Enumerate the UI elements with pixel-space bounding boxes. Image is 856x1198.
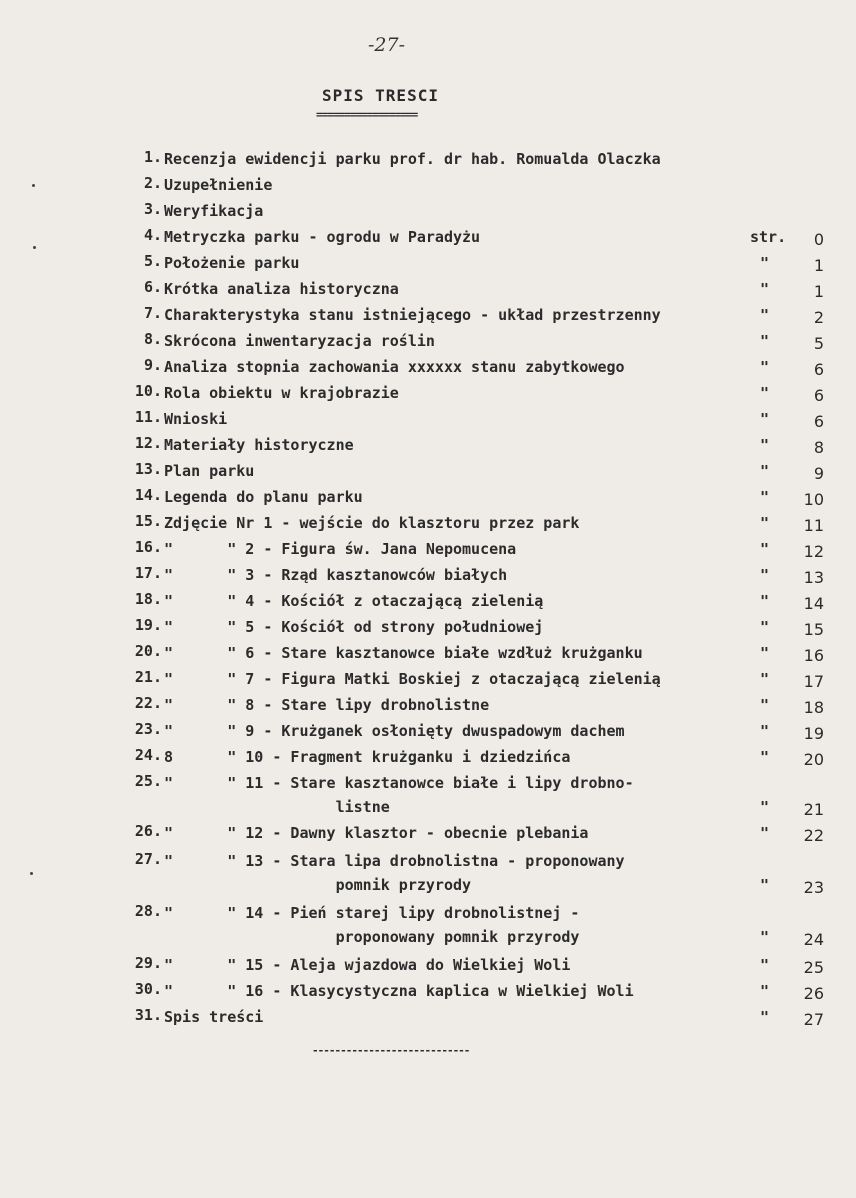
- ditto-mark: ": [760, 254, 770, 272]
- toc-entry-number: 19.: [134, 616, 162, 634]
- ditto-mark: ": [760, 280, 770, 298]
- toc-entry-number: 9.: [143, 356, 162, 374]
- toc-entry: [0, 382, 856, 406]
- margin-mark: [32, 184, 35, 187]
- toc-entry-page: 26: [803, 984, 824, 1003]
- toc-entry-title: " " 11 - Stare kasztanowce białe i lipy drobno-: [164, 774, 634, 792]
- toc-entry-number: 8.: [143, 330, 162, 348]
- margin-mark: [33, 246, 36, 249]
- toc-entry-number: 11.: [134, 408, 162, 426]
- toc-entry-page: 21: [803, 800, 824, 819]
- toc-entry-number: 29.: [134, 954, 162, 972]
- toc-entry-number: 2.: [143, 174, 162, 192]
- toc-entry-title: " " 3 - Rząd kasztanowców białych: [164, 566, 508, 584]
- toc-entry: [0, 874, 856, 898]
- ditto-mark: ": [760, 956, 770, 974]
- toc-entry-page: 20: [803, 750, 824, 769]
- toc-entry-title: Recenzja ewidencji parku prof. dr hab. Romualda Olaczka: [164, 150, 661, 168]
- toc-entry-number: 22.: [134, 694, 162, 712]
- ditto-mark: ": [760, 384, 770, 402]
- toc-entry-title: Analiza stopnia zachowania xxxxxx stanu zabytkowego: [164, 358, 625, 376]
- toc-entry-title: Legenda do planu parku: [164, 488, 363, 506]
- toc-entry: [0, 822, 856, 846]
- toc-entry-title: " " 4 - Kościół z otaczającą zielenią: [164, 592, 544, 610]
- footer-rule: ----------------------------: [312, 1044, 470, 1057]
- toc-entry-page: 8: [813, 438, 824, 457]
- toc-entry-page: 1: [813, 282, 824, 301]
- toc-entry-page: 19: [803, 724, 824, 743]
- toc-entry-title: Położenie parku: [164, 254, 300, 272]
- ditto-mark: ": [760, 306, 770, 324]
- toc-entry-title: proponowany pomnik przyrody: [164, 928, 580, 946]
- toc-entry-page: 27: [803, 1010, 824, 1029]
- toc-entry-number: 10.: [134, 382, 162, 400]
- page-title: SPIS TRESCI: [322, 86, 439, 105]
- toc-entry-title: " " 14 - Pień starej lipy drobnolistnej -: [164, 904, 580, 922]
- ditto-mark: ": [760, 462, 770, 480]
- toc-entry-page: 6: [813, 360, 824, 379]
- ditto-mark: ": [760, 696, 770, 714]
- toc-entry-title: " " 16 - Klasycystyczna kaplica w Wielkiej Woli: [164, 982, 634, 1000]
- toc-entry-number: 4.: [143, 226, 162, 244]
- toc-entry: [0, 226, 856, 250]
- toc-entry-title: Spis treści: [164, 1008, 264, 1026]
- toc-entry-page: 11: [803, 516, 824, 535]
- toc-entry: [0, 980, 856, 1004]
- toc-entry-title: " " 7 - Figura Matki Boskiej z otaczającą zielenią: [164, 670, 661, 688]
- toc-entry: [0, 926, 856, 950]
- toc-entry: [0, 642, 856, 666]
- toc-entry: [0, 902, 856, 926]
- toc-entry-page: 23: [803, 878, 824, 897]
- toc-entry-page: 13: [803, 568, 824, 587]
- toc-entry-page: 0: [813, 230, 824, 249]
- toc-entry-title: " " 9 - Krużganek osłonięty dwuspadowym dachem: [164, 722, 625, 740]
- toc-entry: [0, 278, 856, 302]
- toc-entry-number: 14.: [134, 486, 162, 504]
- toc-entry-title: Plan parku: [164, 462, 255, 480]
- ditto-mark: ": [760, 722, 770, 740]
- toc-entry: [0, 772, 856, 796]
- ditto-mark: ": [760, 410, 770, 428]
- margin-mark: [30, 872, 33, 875]
- toc-entry-number: 25.: [134, 772, 162, 790]
- toc-entry: [0, 954, 856, 978]
- ditto-mark: ": [760, 540, 770, 558]
- toc-entry-number: 18.: [134, 590, 162, 608]
- ditto-mark: ": [760, 824, 770, 842]
- toc-entry-page: 2: [813, 308, 824, 327]
- toc-entry: [0, 148, 856, 172]
- toc-entry-title: listne: [164, 798, 390, 816]
- toc-entry: [0, 694, 856, 718]
- toc-entry-number: 5.: [143, 252, 162, 270]
- ditto-mark: ": [760, 928, 770, 946]
- toc-entry-title: " " 5 - Kościół od strony południowej: [164, 618, 544, 636]
- toc-entry: [0, 1006, 856, 1030]
- ditto-mark: ": [760, 748, 770, 766]
- toc-entry-title: " " 13 - Stara lipa drobnolistna - proponowany: [164, 852, 625, 870]
- ditto-mark: ": [760, 358, 770, 376]
- ditto-mark: ": [760, 798, 770, 816]
- toc-entry-number: 16.: [134, 538, 162, 556]
- toc-entry-number: 23.: [134, 720, 162, 738]
- toc-entry: [0, 564, 856, 588]
- toc-entry-title: Zdjęcie Nr 1 - wejście do klasztoru przez park: [164, 514, 580, 532]
- toc-entry-page: 25: [803, 958, 824, 977]
- toc-entry-title: Wnioski: [164, 410, 228, 428]
- toc-entry-title: Charakterystyka stanu istniejącego - układ przestrzenny: [164, 306, 661, 324]
- toc-entry-page: 10: [803, 490, 824, 509]
- toc-entry: [0, 200, 856, 224]
- toc-entry-title: Krótka analiza historyczna: [164, 280, 399, 298]
- toc-entry-page: 22: [803, 826, 824, 845]
- toc-entry: [0, 356, 856, 380]
- ditto-mark: ": [760, 332, 770, 350]
- toc-entry-title: Materiały historyczne: [164, 436, 354, 454]
- ditto-mark: ": [760, 592, 770, 610]
- ditto-mark: ": [760, 644, 770, 662]
- toc-entry: [0, 408, 856, 432]
- toc-entry-number: 12.: [134, 434, 162, 452]
- toc-entry-page: 16: [803, 646, 824, 665]
- toc-entry-number: 21.: [134, 668, 162, 686]
- page-number: -27-: [368, 34, 406, 56]
- toc-entry-title: 8 " 10 - Fragment krużganku i dziedzińca: [164, 748, 571, 766]
- ditto-mark: ": [760, 618, 770, 636]
- toc-entry: [0, 174, 856, 198]
- toc-entry: [0, 746, 856, 770]
- toc-entry-number: 6.: [143, 278, 162, 296]
- toc-entry-number: 30.: [134, 980, 162, 998]
- toc-entry: [0, 538, 856, 562]
- toc-entry: [0, 590, 856, 614]
- toc-entry-title: Rola obiektu w krajobrazie: [164, 384, 399, 402]
- toc-entry-title: " " 12 - Dawny klasztor - obecnie plebania: [164, 824, 589, 842]
- toc-entry-page: 9: [813, 464, 824, 483]
- toc-entry-page: 6: [813, 412, 824, 431]
- toc-entry-page: 12: [803, 542, 824, 561]
- toc-entry-title: " " 15 - Aleja wjazdowa do Wielkiej Woli: [164, 956, 571, 974]
- toc-entry-number: 28.: [134, 902, 162, 920]
- toc-entry-title: Metryczka parku - ogrodu w Paradyżu: [164, 228, 481, 246]
- toc-entry-page: 24: [803, 930, 824, 949]
- toc-entry: [0, 668, 856, 692]
- toc-entry-page: 18: [803, 698, 824, 717]
- toc-entry-page: 5: [813, 334, 824, 353]
- ditto-mark: ": [760, 436, 770, 454]
- ditto-mark: ": [760, 514, 770, 532]
- toc-entry-page: 6: [813, 386, 824, 405]
- toc-entry: [0, 720, 856, 744]
- toc-entry-number: 24.: [134, 746, 162, 764]
- toc-entry: [0, 486, 856, 510]
- toc-entry: [0, 796, 856, 820]
- toc-entry-number: 15.: [134, 512, 162, 530]
- toc-entry: [0, 252, 856, 276]
- ditto-mark: ": [760, 566, 770, 584]
- toc-entry-page: 17: [803, 672, 824, 691]
- toc-entry-page: 14: [803, 594, 824, 613]
- toc-entry-number: 1.: [143, 148, 162, 166]
- toc-entry: [0, 330, 856, 354]
- toc-entry-number: 26.: [134, 822, 162, 840]
- toc-entry-number: 27.: [134, 850, 162, 868]
- ditto-mark: ": [760, 670, 770, 688]
- toc-entry-page: 1: [813, 256, 824, 275]
- toc-entry: [0, 460, 856, 484]
- toc-entry-title: " " 2 - Figura św. Jana Nepomucena: [164, 540, 517, 558]
- toc-entry: [0, 434, 856, 458]
- toc-entry-title: " " 6 - Stare kasztanowce białe wzdłuż krużganku: [164, 644, 643, 662]
- toc-entry-number: 13.: [134, 460, 162, 478]
- ditto-mark: ": [760, 488, 770, 506]
- toc-entry-title: Weryfikacja: [164, 202, 264, 220]
- toc-entry: [0, 304, 856, 328]
- ditto-mark: ": [760, 982, 770, 1000]
- toc-entry-number: 31.: [134, 1006, 162, 1024]
- toc-entry-title: pomnik przyrody: [164, 876, 472, 894]
- ditto-mark: ": [760, 876, 770, 894]
- toc-entry: [0, 512, 856, 536]
- toc-entry-number: 7.: [143, 304, 162, 322]
- toc-entry-title: " " 8 - Stare lipy drobnolistne: [164, 696, 490, 714]
- toc-entry-title: Skrócona inwentaryzacja roślin: [164, 332, 435, 350]
- toc-entry-page: 15: [803, 620, 824, 639]
- toc-entry-number: 20.: [134, 642, 162, 660]
- page-label: str.: [750, 228, 787, 246]
- toc-entry-title: Uzupełnienie: [164, 176, 273, 194]
- ditto-mark: ": [760, 1008, 770, 1026]
- toc-entry-number: 3.: [143, 200, 162, 218]
- title-underline: ==================: [316, 108, 418, 121]
- toc-entry: [0, 616, 856, 640]
- toc-entry-number: 17.: [134, 564, 162, 582]
- toc-entry: [0, 850, 856, 874]
